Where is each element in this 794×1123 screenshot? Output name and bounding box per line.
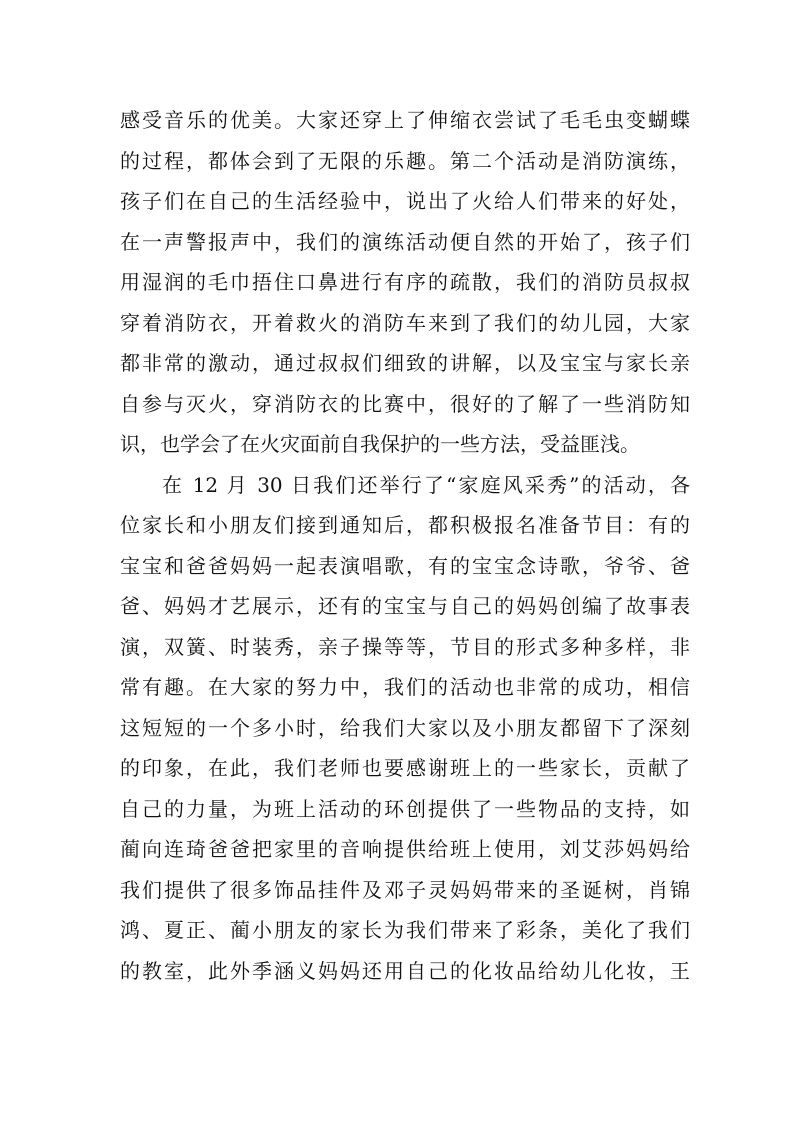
text-line: 用湿润的毛巾捂住口鼻进行有序的疏散，我们的消防员叔叔	[120, 270, 690, 294]
text-line: 我们提供了很多饰品挂件及邓子灵妈妈带来的圣诞树，肖锦	[120, 877, 690, 902]
text-line: 爸、妈妈才艺展示，还有的宝宝与自己的妈妈创编了故事表	[120, 594, 690, 618]
text-line: 感受音乐的优美。大家还穿上了伸缩衣尝试了毛毛虫变蝴蝶	[120, 108, 690, 132]
text-line: 宝宝和爸爸妈妈一起表演唱歌，有的宝宝念诗歌，爷爷、爸	[120, 553, 690, 578]
text-line: 位家长和小朋友们接到通知后，都积极报名准备节目：有的	[120, 513, 690, 537]
text-line: 的印象，在此，我们老师也要感谢班上的一些家长，贡献了	[120, 756, 690, 780]
text-line: 常有趣。在大家的努力中，我们的活动也非常的成功，相信	[120, 675, 690, 699]
text-line: 鸿、夏正、蔺小朋友的家长为我们带来了彩条，美化了我们	[120, 918, 690, 942]
text-line: 自己的力量，为班上活动的环创提供了一些物品的支持，如	[120, 796, 690, 821]
text-line: 在一声警报声中，我们的演练活动便自然的开始了，孩子们	[120, 229, 690, 254]
text-line: 穿着消防衣，开着救火的消防车来到了我们的幼儿园，大家	[120, 310, 690, 335]
text-line: 的过程，都体会到了无限的乐趣。第二个活动是消防演练，	[120, 148, 690, 173]
document-body	[120, 100, 690, 991]
text-line: 在 12 月 30 日我们还举行了“家庭风采秀”的活动，各	[162, 472, 690, 497]
text-line: 这短短的一个多小时，给我们大家以及小朋友都留下了深刻	[120, 715, 690, 740]
text-line: 孩子们在自己的生活经验中，说出了火给人们带来的好处，	[120, 189, 690, 213]
text-line: 都非常的激动，通过叔叔们细致的讲解，以及宝宝与家长亲	[120, 351, 690, 375]
text-line: 识，也学会了在火灾面前自我保护的一些方法，受益匪浅。	[120, 432, 640, 456]
text-line: 的教室，此外季涵义妈妈还用自己的化妆品给幼儿化妆，王	[120, 958, 690, 983]
text-line: 演，双簧、时装秀，亲子操等等，节目的形式多种多样，非	[120, 634, 690, 659]
text-line: 蔺向连琦爸爸把家里的音响提供给班上使用，刘艾莎妈妈给	[120, 837, 690, 861]
text-line: 自参与灭火，穿消防衣的比赛中，很好的了解了一些消防知	[120, 391, 690, 416]
